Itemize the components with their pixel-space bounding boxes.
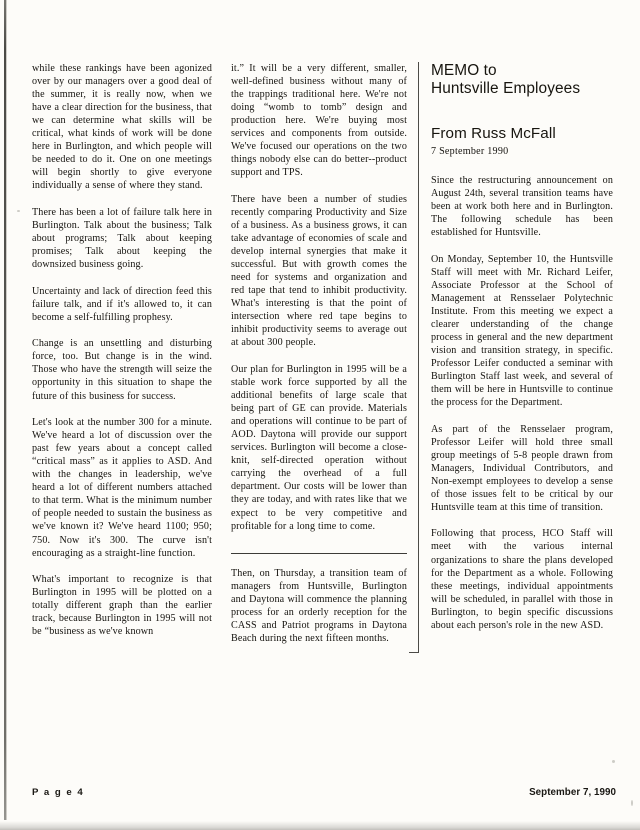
page-number: P a g e 4 [32, 787, 85, 798]
scan-speck [17, 210, 20, 212]
column-divider-foot-rule [409, 652, 419, 653]
memo-date: 7 September 1990 [431, 145, 509, 157]
paragraph: What's important to recognize is that Burlington in 1995 will be plotted on a totally different graph than the earlier track, because Burlington in 1995 will not be “business as we've known [32, 574, 212, 638]
paragraph: There have been a number of studies recently comparing Productivity and Size of a business. As a business grows, it can take advantage of economies of scale and develop internal synergies that make it successful. But with growth comes the need for systems and organization and red tape that tend to inhibit productivity. What's interesting is that the point of intersection where red tape begins to inhibit productivity seems to average out at about 300 people. [231, 193, 407, 349]
paragraph: As part of the Rensselaer program, Professor Leifer will hold three small group meetings of 5-8 people drawn from Managers, Individual Contributors, and Non-exempt employees to develop a sense of those issues felt to be critical by our Huntsville team at this time of transition. [431, 423, 613, 513]
paragraph: Since the restructuring announcement on August 24th, several transition teams have been at work both here and in Burlington. The following schedule has been established for Huntsville. [431, 174, 613, 238]
scan-speck [631, 800, 633, 806]
memo-title-line-2: Huntsville Employees [431, 80, 581, 98]
column-three-memo [431, 62, 613, 632]
paragraph: Uncertainty and lack of direction feed this failure talk, and if it's allowed to, it can become a self-fulfilling prophesy. [32, 285, 212, 323]
column-two [231, 62, 407, 645]
paragraph: Following that process, HCO Staff will meet with the various internal organizations to share the plans developed for the Department as a whole. Following these meetings, individual appointments will be scheduled, in parallel with those in Burlington, to begin specific discussions about each person's role in the new ASD. [431, 528, 613, 631]
paragraph: There has been a lot of failure talk here in Burlington. Talk about the business; Talk about programs; Talk about keeping promises; Talk about keeping the downsized business going. [32, 206, 212, 271]
scan-speck [612, 760, 615, 763]
paragraph: while these rankings have been agonized over by our managers over a good deal of the summer, it is really now, when we have a clear direction for the business, that we can determine what skills will be critical, what kinds of work will be done here in Burlington, and which people will be needed to do it. One on one meetings will begin shortly to give everyone individually a sense of where they stand. [32, 63, 212, 192]
memo-title-line-1: MEMO to [431, 62, 497, 79]
memo-from-heading: From Russ McFall [431, 124, 556, 142]
scan-edge-artifact-secondary [6, 0, 7, 820]
paragraph: On Monday, September 10, the Huntsville Staff will meet with Mr. Richard Leifer, Associate Professor at the School of Management at Rensselaer Polytechnic Institute. From this meeting we expect a clearer understanding of the change process in general and the new department vision and transition strategy, in specific. Professor Leifer conducted a seminar with Burlington Staff last week, and several of them will be here in Huntsville to continue the process for the Department. [431, 253, 613, 409]
paragraph: Let's look at the number 300 for a minute. We've heard a lot of discussion over the past few years about a concept called “critical mass” as it applies to ASD. And with the changes in leadership, we've heard a lot of different numbers attached to that term. What is the minimum number of people needed to sustain the business as we've known it? We've heard 1100; 950; 750. Now it's 300. The curve isn't encouraging as a straight-line function. [32, 417, 212, 559]
memo-title [431, 62, 613, 99]
section-divider-rule [231, 553, 407, 554]
paragraph: Then, on Thursday, a transition team of managers from Huntsville, Burlington and Daytona will commence the planning process for an orderly reception for the CASS and Patriot programs in Daytona Beach during the next fifteen months. [231, 567, 407, 644]
column-divider-rule [418, 62, 419, 653]
paragraph: it.” It will be a very different, smaller, well-defined business without many of the trappings traditional here. We're not doing “womb to tomb” design and production here. We're buying most services and components from outside. We've focused our operations on the two things nobody else can do better--product support and TPS. [231, 63, 407, 179]
paragraph: Change is an unsettling and disturbing force, too. But change is in the wind. Those who have the strength will seize the opportunity in this situation to shape the future of this business for success. [32, 338, 212, 402]
page-footer [32, 787, 616, 803]
scan-bottom-shadow [0, 821, 640, 830]
column-one [32, 62, 212, 638]
paragraph: Our plan for Burlington in 1995 will be a stable work force supported by all the additional benefits of large scale that being part of GE can provide. Materials and operations will continue to be part of AOD. Daytona will provide our support services. Burlington will become a close-knit, self-directed operation without carrying the overhead of a full department. Our costs will be lower than they are today, and with rates like that we expect to be very competitive and profitable for a long time to come. [231, 363, 407, 532]
footer-date: September 7, 1990 [529, 787, 616, 798]
